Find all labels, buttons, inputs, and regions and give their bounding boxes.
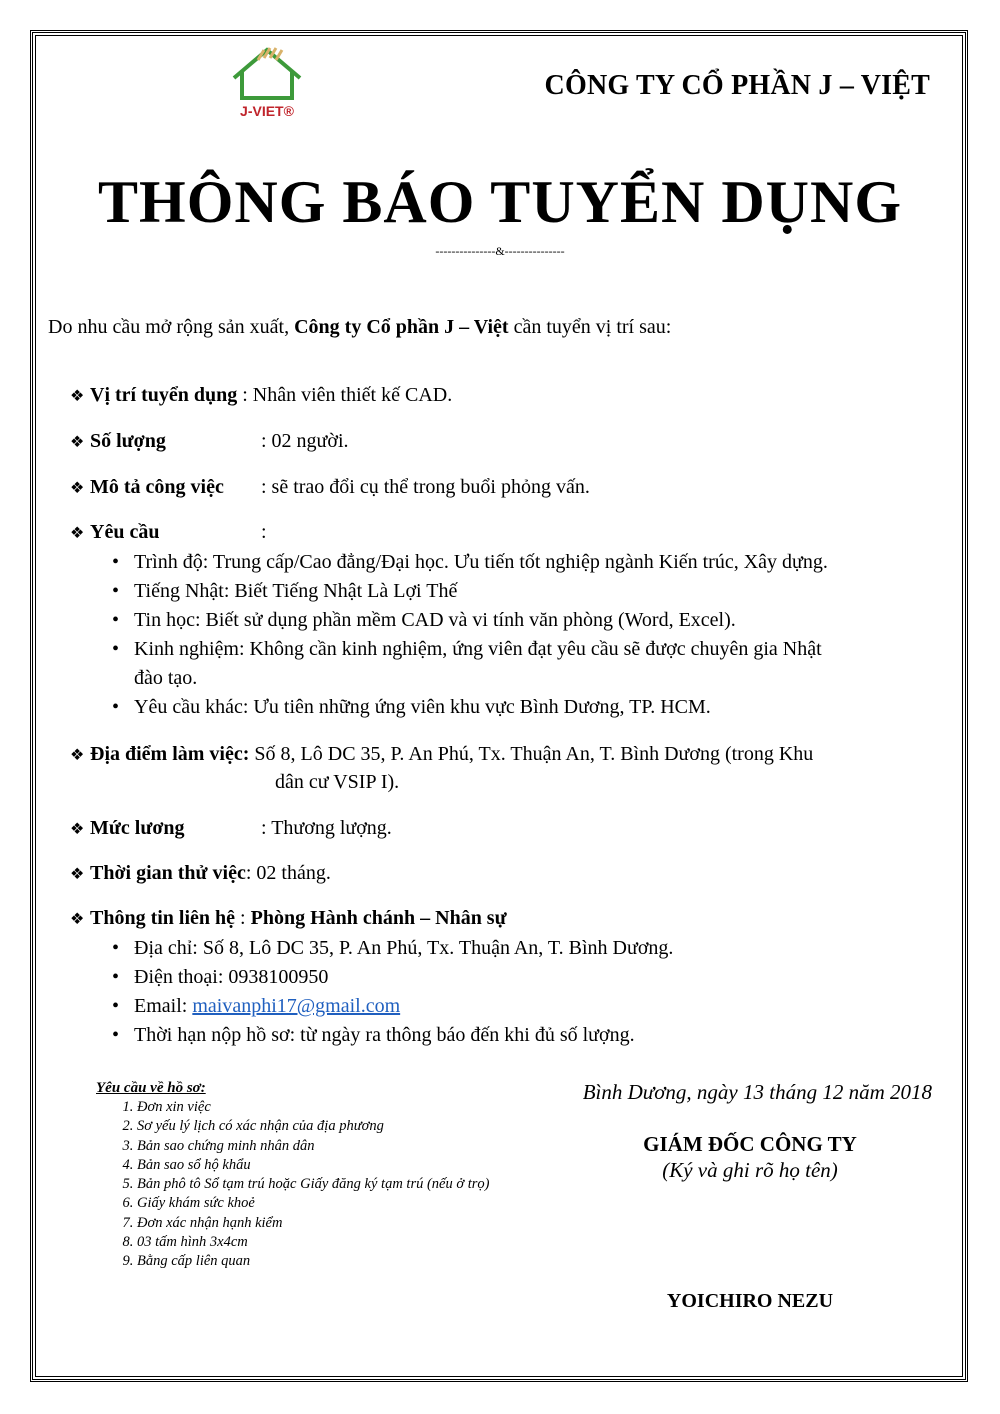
document-item: 9. Bằng cấp liên quan xyxy=(137,1252,489,1271)
list-item: • Tiếng Nhật: Biết Tiếng Nhật Là Lợi Thế xyxy=(112,577,828,606)
diamond-bullet-icon: ❖ xyxy=(70,388,85,405)
documents-title: Yêu cầu về hồ sơ: xyxy=(96,1080,206,1096)
document-item: 3. Bản sao chứng minh nhân dân xyxy=(137,1137,489,1156)
list-item: • Tin học: Biết sử dụng phần mềm CAD và vi tính văn phòng (Word, Excel). xyxy=(112,606,828,635)
field-colon: : xyxy=(235,907,251,929)
field-label: Yêu cầu xyxy=(90,521,160,543)
signer-name: YOICHIRO NEZU xyxy=(666,1290,834,1312)
field-contact xyxy=(70,907,507,930)
field-label: Vị trí tuyển dụng xyxy=(90,384,238,406)
field-value: : 02 tháng. xyxy=(245,862,331,884)
list-item-continuation-text: đào tạo. xyxy=(134,667,198,689)
company-name: CÔNG TY CỔ PHẦN J – VIỆT xyxy=(544,70,930,101)
intro-paragraph xyxy=(48,316,671,339)
company-logo xyxy=(222,42,312,122)
intro-company-name: Công ty Cổ phần J – Việt xyxy=(294,316,509,338)
field-quantity xyxy=(70,430,349,453)
signature-date: Bình Dương, ngày 13 tháng 12 năm 2018 xyxy=(582,1080,932,1104)
list-item-continuation xyxy=(112,664,828,693)
diamond-bullet-icon: ❖ xyxy=(70,821,85,838)
field-value: : sẽ trao đổi cụ thể trong buổi phỏng vấn. xyxy=(261,476,590,498)
document-item: 4. Bản sao sổ hộ khẩu xyxy=(137,1156,489,1175)
field-position xyxy=(70,384,452,407)
requirements-list xyxy=(112,548,828,722)
email-link[interactable]: maivanphi17@gmail.com xyxy=(192,995,401,1017)
field-location xyxy=(70,743,813,766)
diamond-bullet-icon: ❖ xyxy=(70,866,85,883)
list-item: • Trình độ: Trung cấp/Cao đẳng/Đại học. Ưu tiến tốt nghiệp ngành Kiến trúc, Xây dựng. xyxy=(112,548,828,577)
document-item: 2. Sơ yếu lý lịch có xác nhận của địa phương xyxy=(137,1117,489,1136)
diamond-bullet-icon: ❖ xyxy=(70,525,85,542)
field-value: : Thương lượng. xyxy=(261,817,392,839)
document-item: 7. Đơn xác nhận hạnh kiểm xyxy=(137,1214,489,1233)
intro-text-after: cần tuyển vị trí sau: xyxy=(508,316,672,338)
field-label: Số lượng xyxy=(90,430,166,452)
document-item: 1. Đơn xin việc xyxy=(137,1098,489,1117)
diamond-bullet-icon: ❖ xyxy=(70,911,85,928)
list-item: • Kinh nghiệm: Không cần kinh nghiệm, ứng viên đạt yêu cầu sẽ được chuyên gia Nhật xyxy=(112,635,828,664)
field-label: Thời gian thử việc xyxy=(90,862,246,884)
field-label: Mức lương xyxy=(90,817,185,839)
signature-role: GIÁM ĐỐC CÔNG TY xyxy=(643,1132,857,1156)
contact-phone: • Điện thoại: 0938100950 xyxy=(112,963,673,992)
svg-text:J-VIET®: J-VIET® xyxy=(240,103,294,119)
field-label: Mô tả công việc xyxy=(90,476,224,498)
field-description xyxy=(70,476,590,499)
email-label: Email: xyxy=(134,995,193,1017)
contact-deadline: • Thời hạn nộp hồ sơ: từ ngày ra thông báo đến khi đủ số lượng. xyxy=(112,1021,673,1050)
document-title: THÔNG BÁO TUYỂN DỤNG xyxy=(98,169,902,235)
field-probation xyxy=(70,862,331,885)
diamond-bullet-icon: ❖ xyxy=(70,480,85,497)
field-location-line2: dân cư VSIP I). xyxy=(275,771,400,793)
title-divider: ---------------&--------------- xyxy=(435,244,565,258)
field-value: : xyxy=(261,521,267,543)
list-item: • Yêu cầu khác: Ưu tiên những ứng viên khu vực Bình Dương, TP. HCM. xyxy=(112,693,828,722)
intro-text-before: Do nhu cầu mở rộng sản xuất, xyxy=(48,316,295,338)
contact-address: • Địa chỉ: Số 8, Lô DC 35, P. An Phú, Tx. Thuận An, T. Bình Dương. xyxy=(112,934,673,963)
field-value: Số 8, Lô DC 35, P. An Phú, Tx. Thuận An, T. Bình Dương (trong Khu xyxy=(249,743,814,765)
document-item: 8. 03 tấm hình 3x4cm xyxy=(137,1233,489,1252)
contact-list xyxy=(112,934,673,1050)
document-item: 5. Bản phô tô Sổ tạm trú hoặc Giấy đăng ký tạm trú (nếu ở trọ) xyxy=(137,1175,489,1194)
contact-email xyxy=(112,992,673,1021)
signature-note: (Ký và ghi rõ họ tên) xyxy=(662,1158,838,1182)
contact-department: Phòng Hành chánh – Nhân sự xyxy=(250,907,507,929)
field-value: : 02 người. xyxy=(261,430,349,452)
diamond-bullet-icon: ❖ xyxy=(70,434,85,451)
field-label: Địa điểm làm việc: xyxy=(90,743,250,765)
field-requirements xyxy=(70,521,267,544)
field-value: : Nhân viên thiết kế CAD. xyxy=(242,384,453,406)
field-label: Thông tin liên hệ xyxy=(90,907,236,929)
diamond-bullet-icon: ❖ xyxy=(70,747,85,764)
documents-list xyxy=(112,1098,489,1272)
document-item: 6. Giấy khám sức khoẻ xyxy=(137,1194,489,1213)
field-salary xyxy=(70,817,392,840)
